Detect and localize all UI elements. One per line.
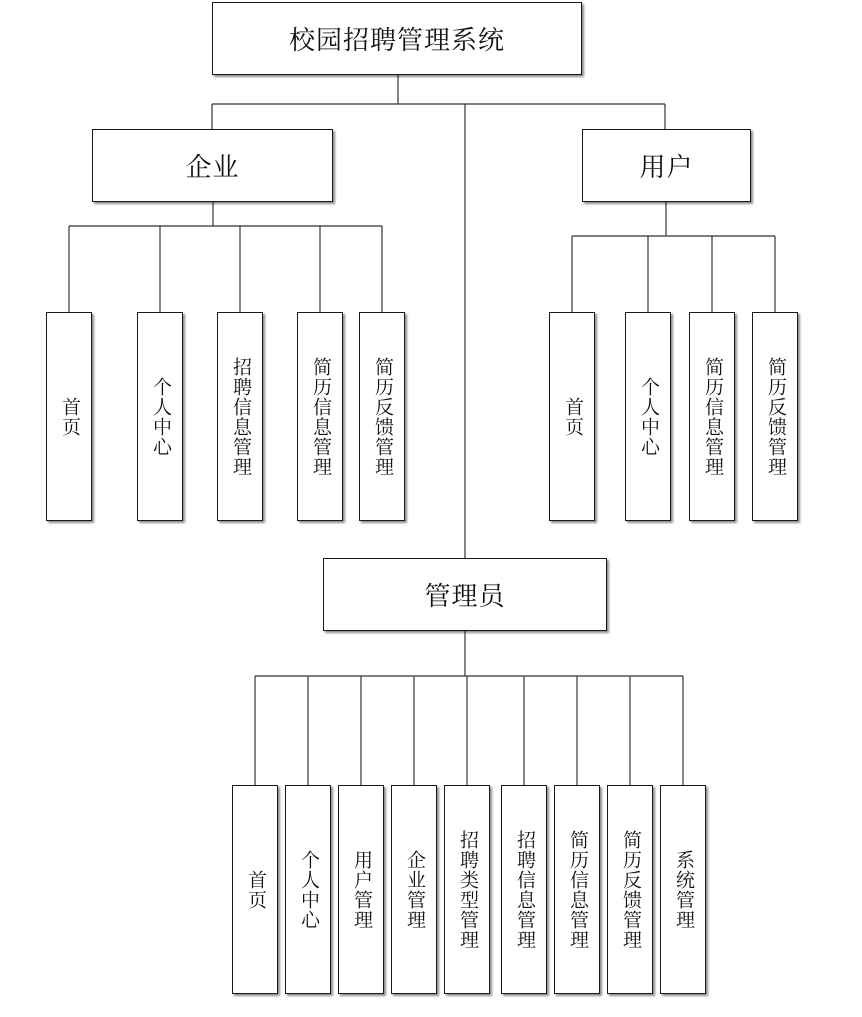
module-node	[338, 785, 384, 994]
module-label: 企业管理	[404, 849, 425, 930]
module-label: 简历反馈管理	[765, 356, 786, 477]
module-node	[554, 785, 600, 994]
module-label: 系统管理	[673, 849, 694, 930]
root-label: 校园招聘管理系统	[288, 25, 505, 55]
module-node	[660, 785, 706, 994]
role-node-user	[582, 129, 751, 202]
module-label: 首页	[245, 869, 266, 910]
module-label: 个人中心	[150, 376, 171, 457]
module-label: 简历信息管理	[567, 829, 588, 950]
module-node	[501, 785, 547, 994]
module-node	[46, 312, 92, 521]
module-node	[607, 785, 653, 994]
module-label: 招聘信息管理	[514, 829, 535, 950]
role-node-admin	[323, 558, 607, 631]
module-node	[285, 785, 331, 994]
module-node	[391, 785, 437, 994]
module-node	[232, 785, 278, 994]
module-node	[689, 312, 735, 521]
module-label: 简历反馈管理	[372, 356, 393, 477]
module-label: 招聘信息管理	[230, 356, 251, 477]
module-node	[217, 312, 263, 521]
module-label: 首页	[562, 396, 583, 437]
module-node	[137, 312, 183, 521]
root-node	[212, 2, 582, 75]
module-label: 个人中心	[638, 376, 659, 457]
role-label: 用户	[639, 152, 694, 182]
module-label: 简历信息管理	[702, 356, 723, 477]
module-label: 个人中心	[298, 849, 319, 930]
module-node	[359, 312, 405, 521]
role-label: 管理员	[424, 581, 506, 611]
module-node	[625, 312, 671, 521]
role-label: 企业	[185, 152, 240, 182]
module-label: 简历反馈管理	[620, 829, 641, 950]
role-node-enterprise	[92, 129, 333, 202]
module-label: 招聘类型管理	[457, 829, 478, 950]
module-label: 用户管理	[351, 849, 372, 930]
module-node	[297, 312, 343, 521]
module-node	[752, 312, 798, 521]
module-label: 简历信息管理	[310, 356, 331, 477]
module-node	[549, 312, 595, 521]
module-label: 首页	[59, 396, 80, 437]
module-node	[444, 785, 490, 994]
